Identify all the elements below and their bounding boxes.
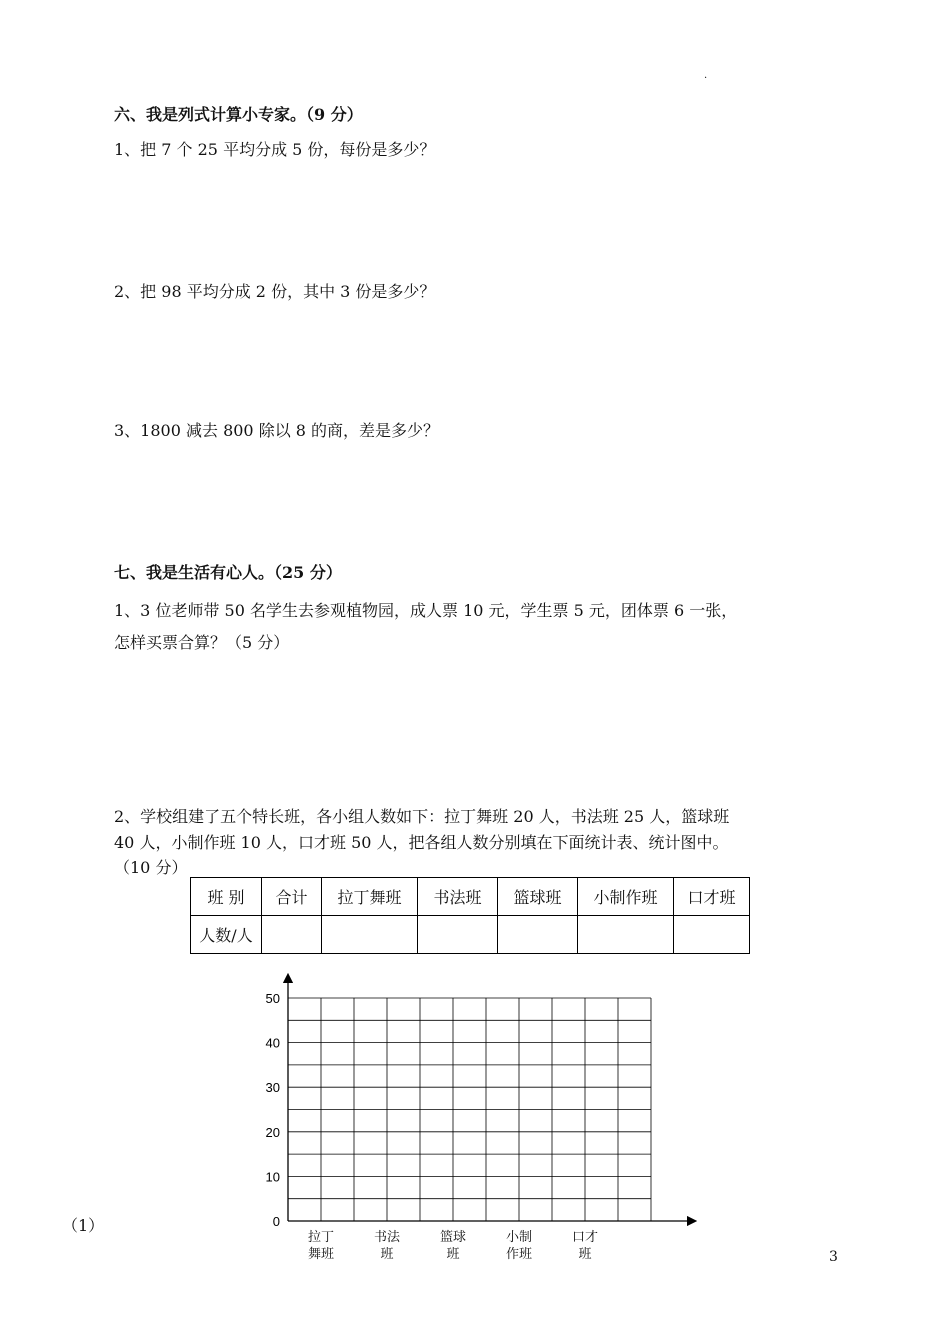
question-7-2-line3: （10 分） [114, 858, 188, 877]
section-seven-heading: 七、我是生活有心人。（25 分） [114, 563, 342, 582]
x-category-label [363, 1229, 411, 1263]
header-cell-basketball: 篮球班 [498, 878, 578, 916]
x-category-label-line1: 书法 [373, 1230, 400, 1245]
top-dot: . [704, 70, 708, 81]
value-cell-crafts[interactable] [578, 916, 674, 954]
x-category-label-line1: 口才 [571, 1230, 598, 1245]
table-header-row [191, 878, 750, 916]
value-cell-basketball[interactable] [498, 916, 578, 954]
x-category-label-line2: 班 [446, 1247, 460, 1262]
question-7-1-line2: 怎样买票合算？（5 分） [114, 633, 290, 652]
statistics-table [190, 877, 750, 954]
x-category-label-line2: 班 [578, 1247, 592, 1262]
value-cell-speech[interactable] [674, 916, 750, 954]
header-cell-latin-dance: 拉丁舞班 [322, 878, 418, 916]
x-category-label-line2: 班 [380, 1247, 394, 1262]
y-tick-label: 20 [265, 1124, 280, 1140]
y-tick-label: 10 [265, 1169, 280, 1185]
question-7-2-line1: 2、学校组建了五个特长班，各小组人数如下：拉丁舞班 20 人，书法班 25 人，篮球班 [114, 807, 730, 826]
question-6-3: 3、1800 减去 800 除以 8 的商，差是多少？ [114, 421, 440, 440]
part-label: （1） [62, 1216, 105, 1235]
x-category-label [561, 1229, 609, 1263]
x-category-label-line2: 舞班 [307, 1247, 334, 1262]
x-category-label [297, 1229, 345, 1263]
table-value-row [191, 916, 750, 954]
x-category-label-line1: 小制 [505, 1230, 532, 1245]
value-cell-total[interactable] [262, 916, 322, 954]
header-cell-class: 班 别 [191, 878, 262, 916]
header-cell-calligraphy: 书法班 [418, 878, 498, 916]
question-7-2-line2: 40 人，小制作班 10 人，口才班 50 人，把各组人数分别填在下面统计表、统计图中。 [114, 833, 729, 852]
value-cell-calligraphy[interactable] [418, 916, 498, 954]
x-category-label [495, 1229, 543, 1263]
x-category-label [429, 1229, 477, 1263]
y-tick-label: 50 [265, 991, 280, 1006]
row-label-count: 人数/人 [191, 916, 262, 954]
header-cell-speech: 口才班 [674, 878, 750, 916]
value-cell-latin-dance[interactable] [322, 916, 418, 954]
y-tick-label: 40 [265, 1035, 280, 1051]
question-6-1: 1、把 7 个 25 平均分成 5 份，每份是多少？ [114, 140, 436, 159]
section-six-heading: 六、我是列式计算小专家。（9 分） [114, 105, 363, 124]
x-category-label-line2: 作班 [505, 1247, 532, 1262]
y-tick-label: 30 [265, 1080, 280, 1096]
y-tick-label: 0 [272, 1214, 280, 1229]
header-cell-crafts: 小制作班 [578, 878, 674, 916]
chart-grid [288, 998, 651, 1221]
x-category-label-line1: 篮球 [439, 1230, 466, 1245]
header-cell-total: 合计 [262, 878, 322, 916]
page-number: 3 [829, 1249, 838, 1265]
question-7-1-line1: 1、3 位老师带 50 名学生去参观植物园，成人票 10 元，学生票 5 元，团体票 6 一张， [114, 601, 738, 620]
x-category-label-line1: 拉丁 [307, 1230, 334, 1245]
question-6-2: 2、把 98 平均分成 2 份，其中 3 份是多少？ [114, 282, 436, 301]
